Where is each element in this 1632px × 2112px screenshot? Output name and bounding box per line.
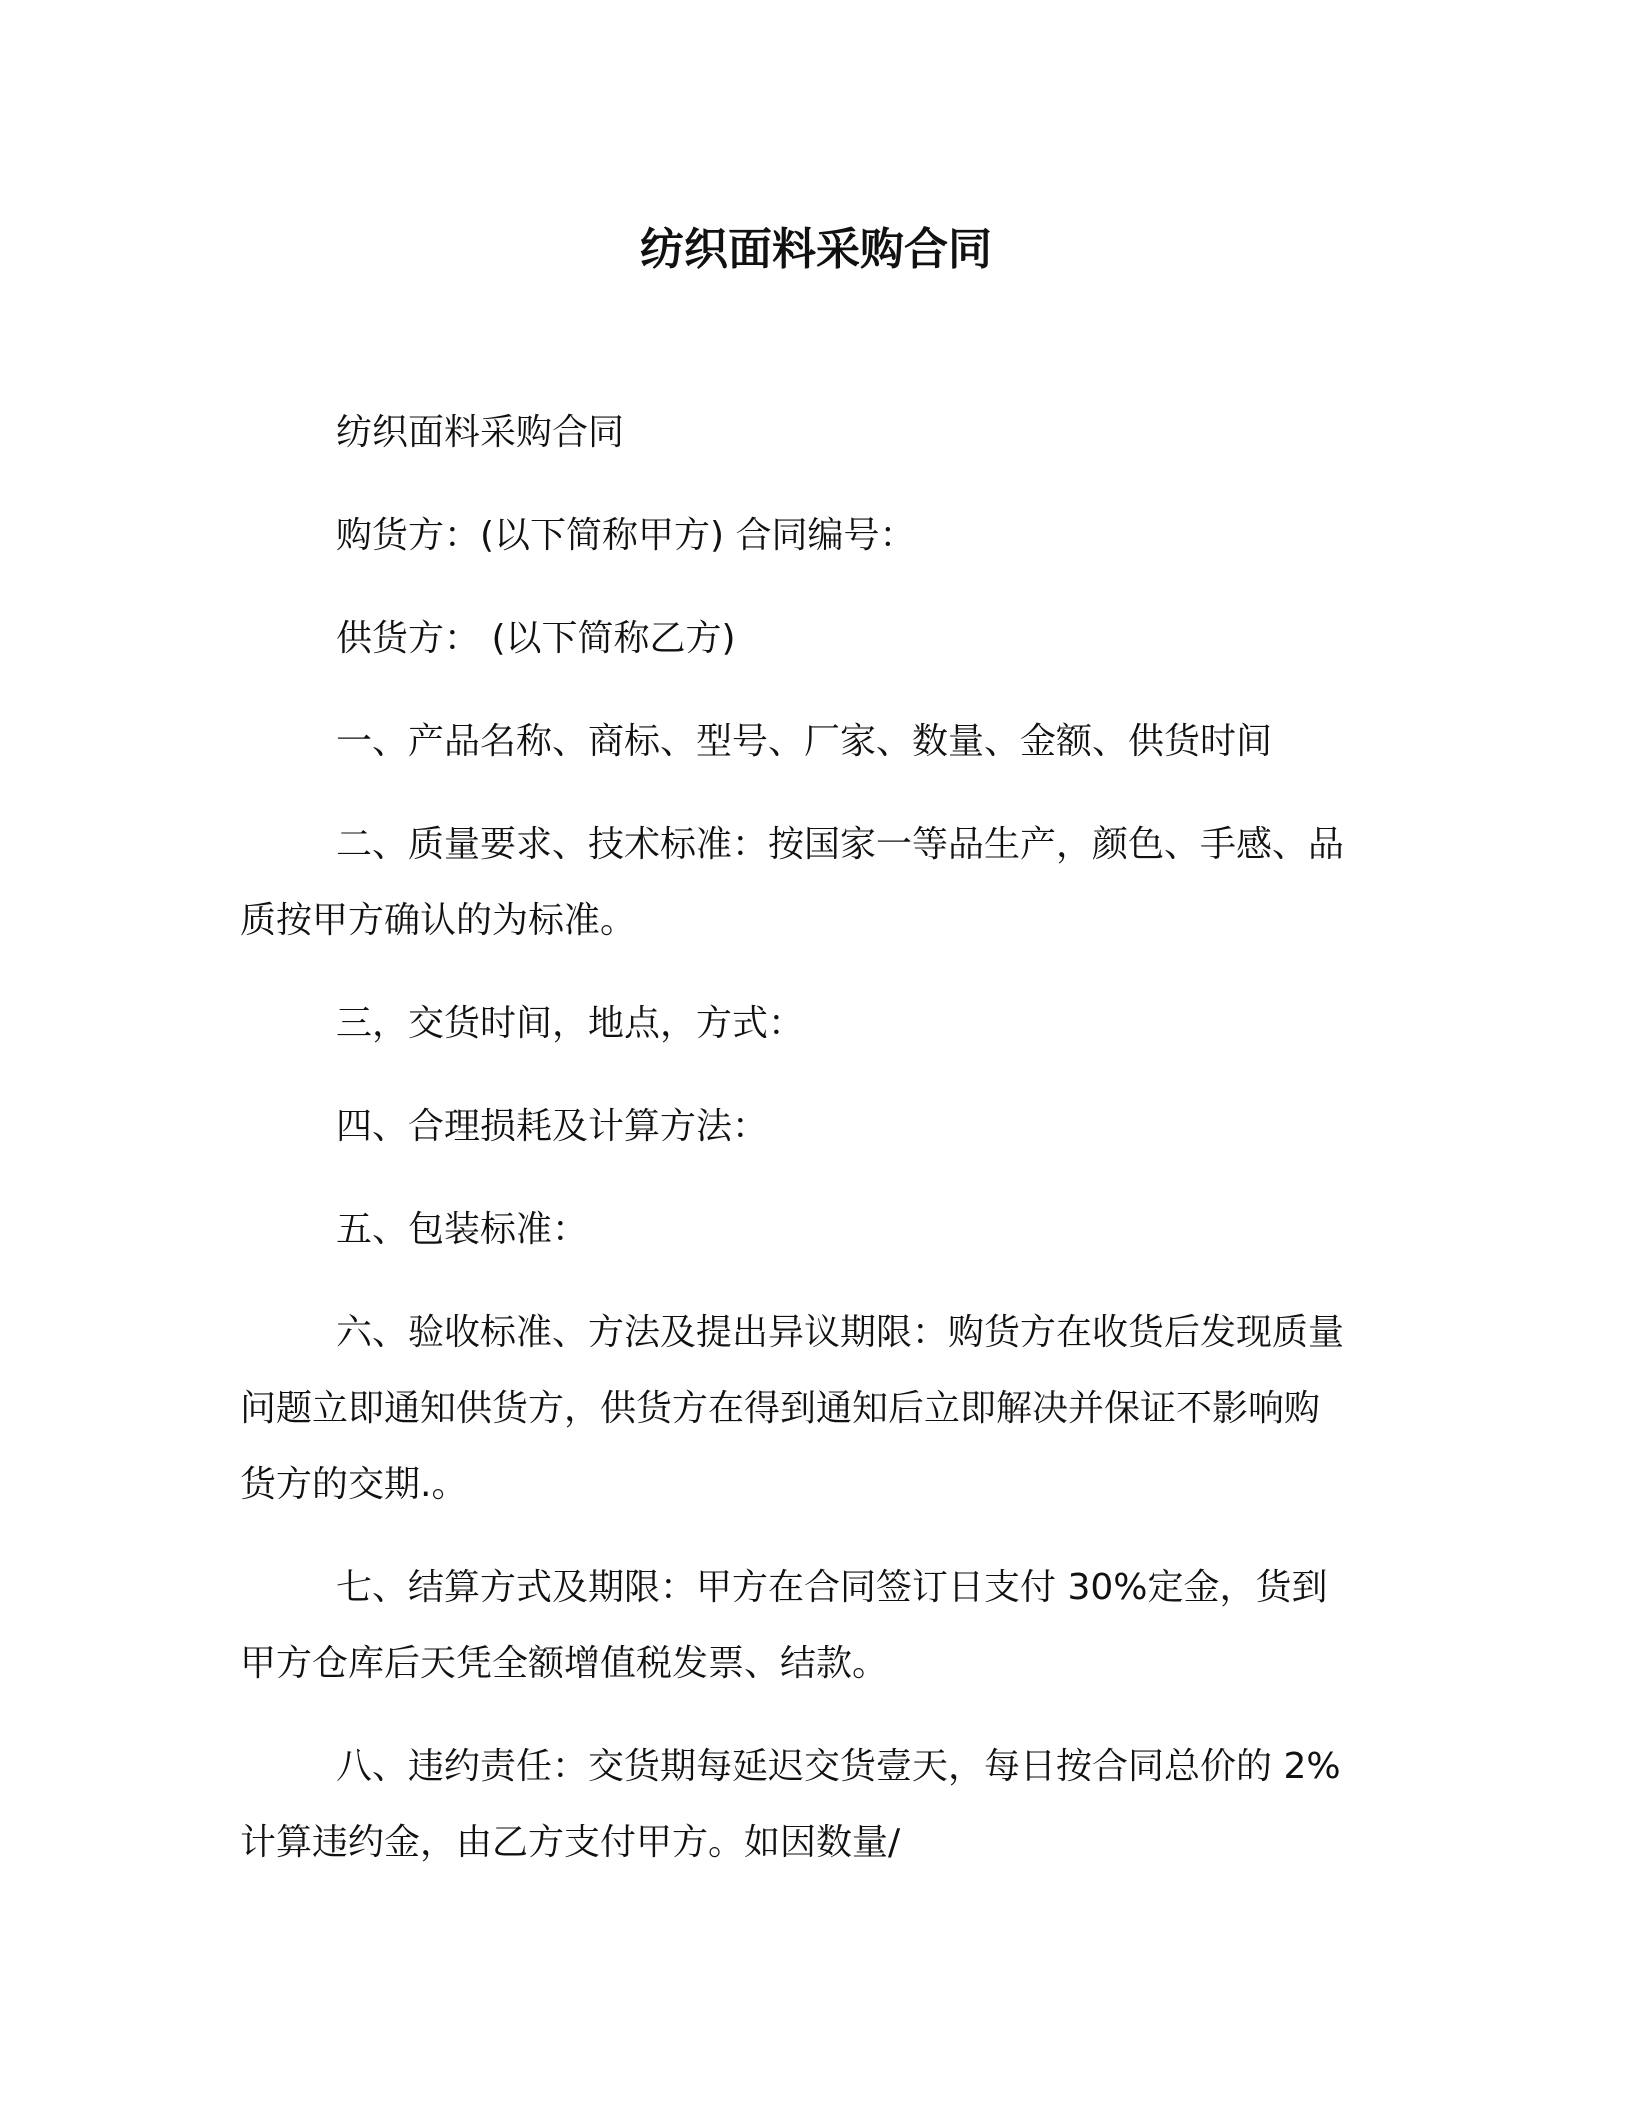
paragraph-line: 五、包装标准： — [336, 1209, 589, 1250]
paragraph-heading — [240, 395, 1395, 471]
paragraph-clause-6 — [240, 1295, 1395, 1523]
paragraph-line: 货方的交期.。 — [240, 1464, 468, 1505]
paragraph-line: 甲方仓库后天凭全额增值税发票、结款。 — [240, 1643, 889, 1684]
paragraph-line: 三，交货时间，地点，方式： — [336, 1003, 805, 1044]
document-title: 纺织面料采购合同 — [640, 224, 992, 275]
paragraph-line: 四、合理损耗及计算方法： — [336, 1106, 769, 1147]
paragraph-clause-8 — [240, 1729, 1395, 1881]
paragraph-line: 纺织面料采购合同 — [336, 412, 625, 453]
paragraph-line: 问题立即通知供货方，供货方在得到通知后立即解决并保证不影响购 — [240, 1388, 1321, 1429]
document-body — [240, 395, 1395, 1908]
paragraph-line: 购货方：(以下简称甲方) 合同编号： — [336, 515, 916, 556]
paragraph-buyer — [240, 498, 1395, 574]
paragraph-clause-5 — [240, 1192, 1395, 1268]
paragraph-clause-1 — [240, 704, 1395, 780]
paragraph-line: 二、质量要求、技术标准：按国家一等品生产，颜色、手感、品 — [336, 824, 1345, 865]
paragraph-line: 八、违约责任：交货期每延迟交货壹天，每日按合同总价的 2% — [336, 1746, 1341, 1787]
paragraph-line: 一、产品名称、商标、型号、厂家、数量、金额、供货时间 — [336, 721, 1273, 762]
paragraph-clause-2 — [240, 807, 1395, 959]
paragraph-line: 质按甲方确认的为标准。 — [240, 900, 637, 941]
paragraph-clause-3 — [240, 986, 1395, 1062]
paragraph-line: 计算违约金，由乙方支付甲方。如因数量/ — [240, 1822, 901, 1863]
paragraph-clause-4 — [240, 1089, 1395, 1165]
paragraph-line: 六、验收标准、方法及提出异议期限：购货方在收货后发现质量 — [336, 1312, 1345, 1353]
paragraph-supplier — [240, 601, 1395, 677]
paragraph-line: 供货方： (以下简称乙方) — [336, 618, 736, 659]
paragraph-clause-7 — [240, 1550, 1395, 1702]
paragraph-line: 七、结算方式及期限：甲方在合同签订日支付 30%定金，货到 — [336, 1567, 1328, 1608]
